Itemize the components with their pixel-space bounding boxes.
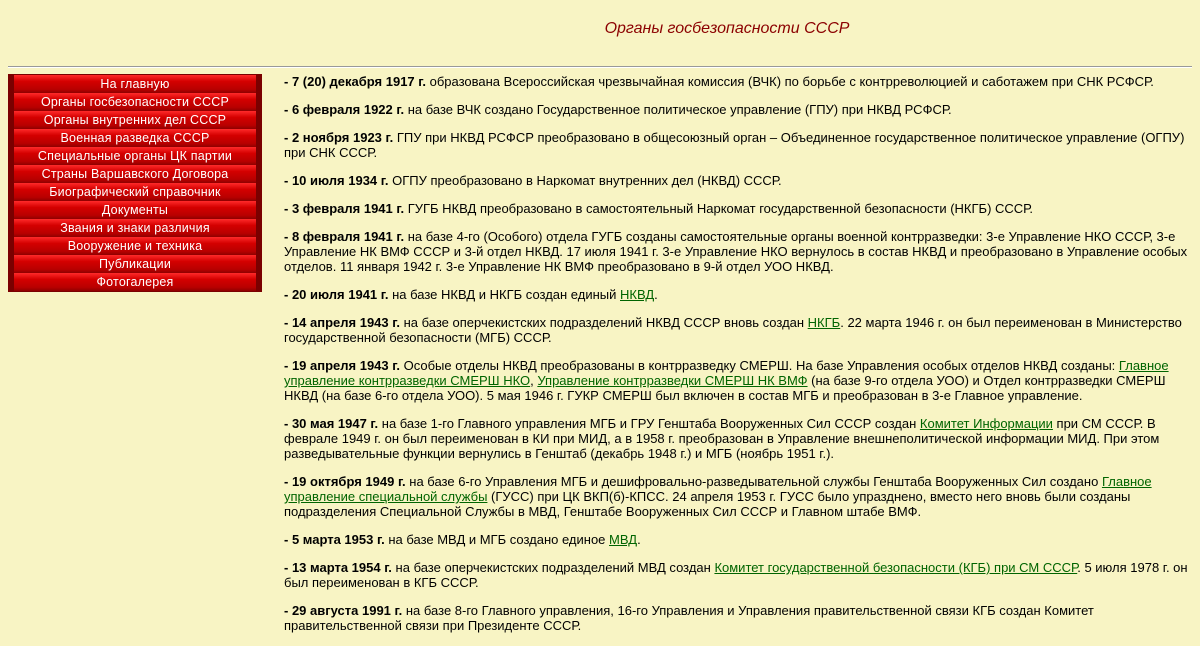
entry-text: ОГПУ преобразовано в Наркомат внутренних дел (НКВД) СССР. [388, 173, 782, 188]
entry-text: . [654, 287, 658, 302]
timeline-entry [284, 416, 1194, 461]
menu-item-weapons[interactable]: Вооружение и техника [9, 237, 261, 255]
link-gukr-smersh-nko[interactable]: Главное управление контрразведки СМЕРШ НКО [284, 358, 1169, 388]
menu-item-biographies[interactable]: Биографический справочник [9, 183, 261, 201]
entry-text: . 22 марта 1946 г. он был переименован в Министерство государственной безопасности (МГБ) СССР. [284, 315, 1182, 345]
entry-date: - 30 мая 1947 г. [284, 416, 379, 431]
entry-date: - 19 октября 1949 г. [284, 474, 406, 489]
entry-date: - 7 (20) декабря 1917 г. [284, 74, 426, 89]
timeline-entry [284, 315, 1194, 345]
entry-text: ГПУ при НКВД РСФСР преобразовано в общесоюзный орган – Объединенное государственное политическое управление (ОГПУ) при СНК СССР. [284, 130, 1185, 160]
menu-item-documents[interactable]: Документы [9, 201, 261, 219]
link-kgb[interactable]: Комитет государственной безопасности (КГБ) при СМ СССР [714, 560, 1078, 575]
timeline-entry [284, 130, 1194, 160]
menu-item-party-special-organs[interactable]: Специальные органы ЦК партии [9, 147, 261, 165]
entry-text: образована Всероссийская чрезвычайная комиссия (ВЧК) по борьбе с контрреволюцией и саботажем при СНК РСФСР. [425, 74, 1154, 89]
entry-date: - 29 августа 1991 г. [284, 603, 403, 618]
menu-item-home[interactable]: На главную [9, 75, 261, 93]
link-ukr-smersh-nk-vmf[interactable]: Управление контрразведки СМЕРШ НК ВМФ [537, 373, 808, 388]
entry-text: , [530, 373, 538, 388]
link-ki[interactable]: Комитет Информации [919, 416, 1053, 431]
entry-date: - 3 февраля 1941 г. [284, 201, 405, 216]
entry-date: - 19 апреля 1943 г. [284, 358, 400, 373]
link-nkgb[interactable]: НКГБ [807, 315, 841, 330]
entry-date: - 5 марта 1953 г. [284, 532, 385, 547]
entry-text: на базе ВЧК создано Государственное политическое управление (ГПУ) при НКВД РСФСР. [404, 102, 952, 117]
page-title: Органы госбезопасности СССР [604, 20, 850, 37]
timeline-content [284, 74, 1194, 646]
entry-text: на базе оперчекистских подразделений МВД создан [391, 560, 715, 575]
timeline-entry [284, 474, 1194, 519]
entry-date: - 20 июля 1941 г. [284, 287, 389, 302]
entry-text: на базе 4-го (Особого) отдела ГУГБ созданы самостоятельные органы военной контрразведки: 3-е Управление НКО СССР, 3-е Управление НК ВМФ СССР и 3-й отдел НКВД. 17 июля 1941 г. 3-е Управление НКО вернулось в состав НКВД и преобразовано в Управление особых отделов. 11 января 1942 г. 3-е Управление НК ВМФ преобразовано в 9-й отдел УОО НКВД. [284, 229, 1188, 274]
entry-text: на базе 8-го Главного управления, 16-го Управления и Управления правительственной связи КГБ создан Комитет правительственной связи при Президенте СССР. [284, 603, 1094, 633]
menu-item-military-intelligence[interactable]: Военная разведка СССР [9, 129, 261, 147]
entry-text: (ГУСС) при ЦК ВКП(б)-КПСС. 24 апреля 1953 г. ГУСС было упразднено, вместо него вновь были созданы подразделения Специальной Службы в МВД, Генштабе Вооруженных Сил СССР и Главном штабе ВМФ. [284, 489, 1131, 519]
entry-date: - 14 апреля 1943 г. [284, 315, 400, 330]
timeline-entry [284, 560, 1194, 590]
menu-item-warsaw-pact[interactable]: Страны Варшавского Договора [9, 165, 261, 183]
sidebar-menu [8, 74, 262, 292]
menu-item-ranks-insignia[interactable]: Звания и знаки различия [9, 219, 261, 237]
timeline-entry [284, 532, 1194, 547]
entry-text: на базе НКВД и НКГБ создан единый [388, 287, 620, 302]
entry-text: на базе МВД и МГБ создано единое [384, 532, 610, 547]
timeline-entry [284, 603, 1194, 633]
timeline-entry [284, 74, 1194, 89]
entry-date: - 6 февраля 1922 г. [284, 102, 405, 117]
entry-text: при СМ СССР. В феврале 1949 г. он был переименован в КИ при МИД, а в 1958 г. преобразован в Управление внешнеполитической информации МИД. При этом разведывательные функции вернулись в Генштаб (декабрь 1948 г.) и МГБ (ноябрь 1951 г.). [284, 416, 1160, 461]
link-guss[interactable]: Главное управление специальной службы [284, 474, 1152, 504]
entry-text: на базе 1-го Главного управления МГБ и ГРУ Генштаба Вооруженных Сил СССР создан [378, 416, 920, 431]
entry-date: - 10 июля 1934 г. [284, 173, 389, 188]
timeline-entry [284, 201, 1194, 216]
menu-item-internal-affairs[interactable]: Органы внутренних дел СССР [9, 111, 261, 129]
entry-text: . 5 июля 1978 г. он был переименован в КГБ СССР. [284, 560, 1188, 590]
timeline-entry [284, 358, 1194, 403]
menu-item-security-organs[interactable]: Органы госбезопасности СССР [9, 93, 261, 111]
header-divider [8, 66, 1192, 68]
entry-date: - 13 марта 1954 г. [284, 560, 392, 575]
menu-item-publications[interactable]: Публикации [9, 255, 261, 273]
entry-text: (на базе 9-го отдела УОО) и Отдел контрразведки СМЕРШ НКВД (на базе 6-го отдела УОО). 5 мая 1946 г. ГУКР СМЕРШ был включен в состав МГБ и преобразован в 3-е Главное управление. [284, 373, 1166, 403]
link-mvd[interactable]: МВД [609, 532, 638, 547]
entry-text: на базе 6-го Управления МГБ и дешифровально-разведывательной службы Генштаба Вооруженных Сил создано [405, 474, 1102, 489]
timeline-entry [284, 102, 1194, 117]
entry-text: Особые отделы НКВД преобразованы в контрразведку СМЕРШ. На базе Управления особых отделов НКВД созданы: [399, 358, 1119, 373]
entry-date: - 8 февраля 1941 г. [284, 229, 405, 244]
link-nkvd[interactable]: НКВД [620, 287, 655, 302]
timeline-entry [284, 229, 1194, 274]
entry-text: ГУГБ НКВД преобразовано в самостоятельный Наркомат государственной безопасности (НКГБ) СССР. [404, 201, 1034, 216]
entry-text: на базе оперчекистских подразделений НКВД СССР вновь создан [399, 315, 808, 330]
timeline-entry [284, 287, 1194, 302]
timeline-entry [284, 173, 1194, 188]
entry-date: - 2 ноября 1923 г. [284, 130, 394, 145]
entry-text: . [637, 532, 641, 547]
menu-item-photo-gallery[interactable]: Фотогалерея [9, 273, 261, 291]
